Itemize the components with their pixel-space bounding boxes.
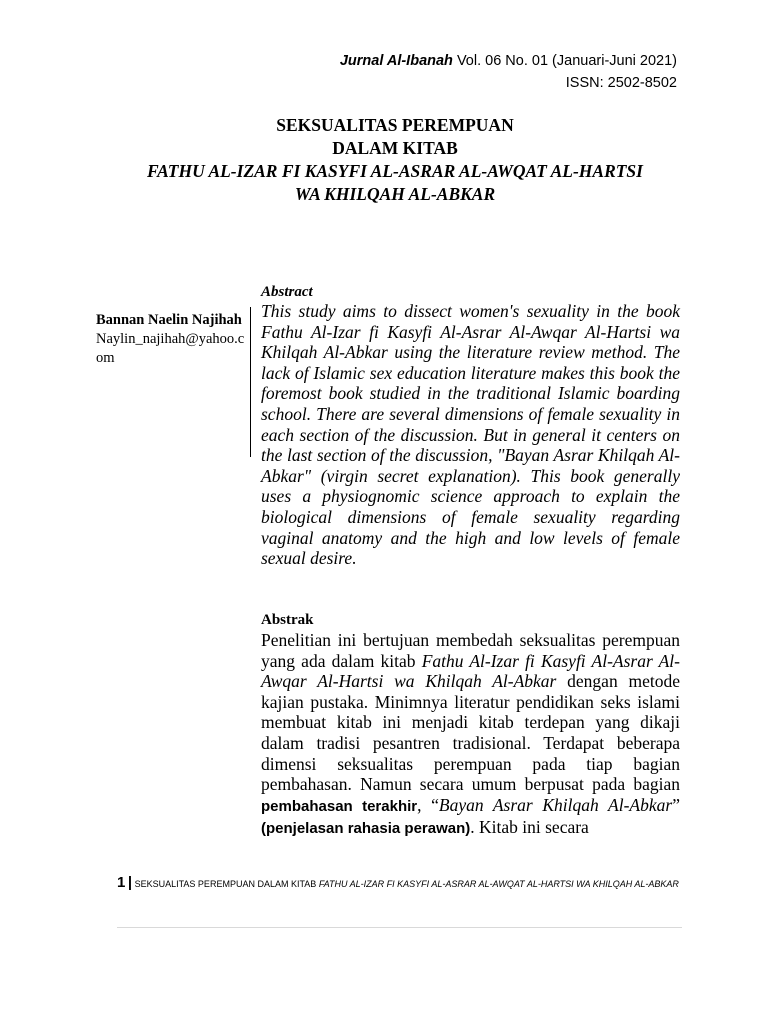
abstract-text: This study aims to dissect women's sexuality in the book Fathu Al-Izar fi Kasyfi Al-Asrar Al-Awqar Al-Hartsi wa Khilqah Al-Abkar using the literature review method. The lack of Islamic sex education literature makes this book the foremost book studied in the traditional Islamic boarding school. There are several dimensions of female sexuality in each section of the discussion. But in general it centers on the last section of the discussion, "Bayan Asrar Khilqah Al-Abkar" (virgin secret explanation). This book generally uses a physiognomic science approach to explain the biological dimensions of female sexuality regarding vaginal anatomy and the high and low levels of female sexual desire. — [261, 301, 680, 569]
page-footer — [117, 874, 682, 893]
journal-issn: ISSN: 2502-8502 — [565, 75, 677, 91]
abstrak-text — [261, 630, 680, 840]
author-name: Bannan Naelin Najihah — [96, 312, 242, 328]
journal-volume: Vol. 06 No. 01 (Januari-Juni 2021) — [456, 53, 677, 69]
journal-name: Jurnal Al-Ibanah — [339, 53, 453, 69]
abstrak-section-title: Bayan Asrar Khilqah Al-Abkar — [438, 794, 673, 815]
abstrak-seg-5: , “ — [417, 794, 439, 815]
abstrak-seg-1: Penelitian ini bertujuan membedah seksualitas perempuan yang ada dalam kitab — [261, 630, 680, 671]
author-info — [96, 311, 246, 368]
abstrak-heading: Abstrak — [261, 612, 314, 628]
page-number: 1 — [117, 874, 126, 891]
journal-header — [340, 50, 677, 94]
article-title — [0, 114, 768, 206]
title-line-1: SEKSUALITAS PEREMPUAN — [276, 115, 514, 135]
abstrak-book-title: Fathu Al-Izar fi Kasyfi Al-Asrar Al-Awqar Al-Hartsi wa Khilqah Al-Abkar — [261, 650, 680, 692]
abstract-indonesian — [261, 611, 680, 840]
footer-separator: | — [127, 874, 133, 891]
running-title-italic: FATHU AL-IZAR FI KASYFI AL-ASRAR AL-AWQAT AL-HARTSI WA KHILQAH AL-ABKAR — [318, 879, 679, 889]
title-line-4: WA KHILQAH AL-ABKAR — [294, 184, 496, 204]
abstract-english — [261, 284, 680, 569]
abstrak-seg-3: dengan metode kajian pustaka. Minimnya literatur pendidikan seks islami membuat kitab ini menjadi kitab terdepan yang dikaji dalam tradisi pesantren tradisional. Terdapat beberapa dimensi seksualitas perempuan pada tiap bagian pembahasan. Namun secara umum berpusat pada bagian — [261, 671, 681, 795]
abstrak-emphasis-2: (penjelasan rahasia perawan) — [261, 820, 471, 838]
author-email: Naylin_najihah@yahoo.com — [96, 331, 245, 366]
abstrak-emphasis-1: pembahasan terakhir — [261, 797, 418, 815]
title-line-2: DALAM KITAB — [332, 138, 458, 158]
vertical-divider — [250, 307, 251, 457]
abstrak-seg-7: ” — [672, 794, 680, 815]
abstract-heading: Abstract — [261, 284, 313, 300]
title-line-3: FATHU AL-IZAR FI KASYFI AL-ASRAR AL-AWQAT AL-HARTSI — [147, 161, 643, 181]
footer-rule — [117, 927, 682, 928]
running-title: SEKSUALITAS PEREMPUAN DALAM KITAB — [134, 879, 317, 889]
abstrak-seg-9: . Kitab ini secara — [470, 817, 589, 838]
journal-citation — [340, 50, 677, 72]
